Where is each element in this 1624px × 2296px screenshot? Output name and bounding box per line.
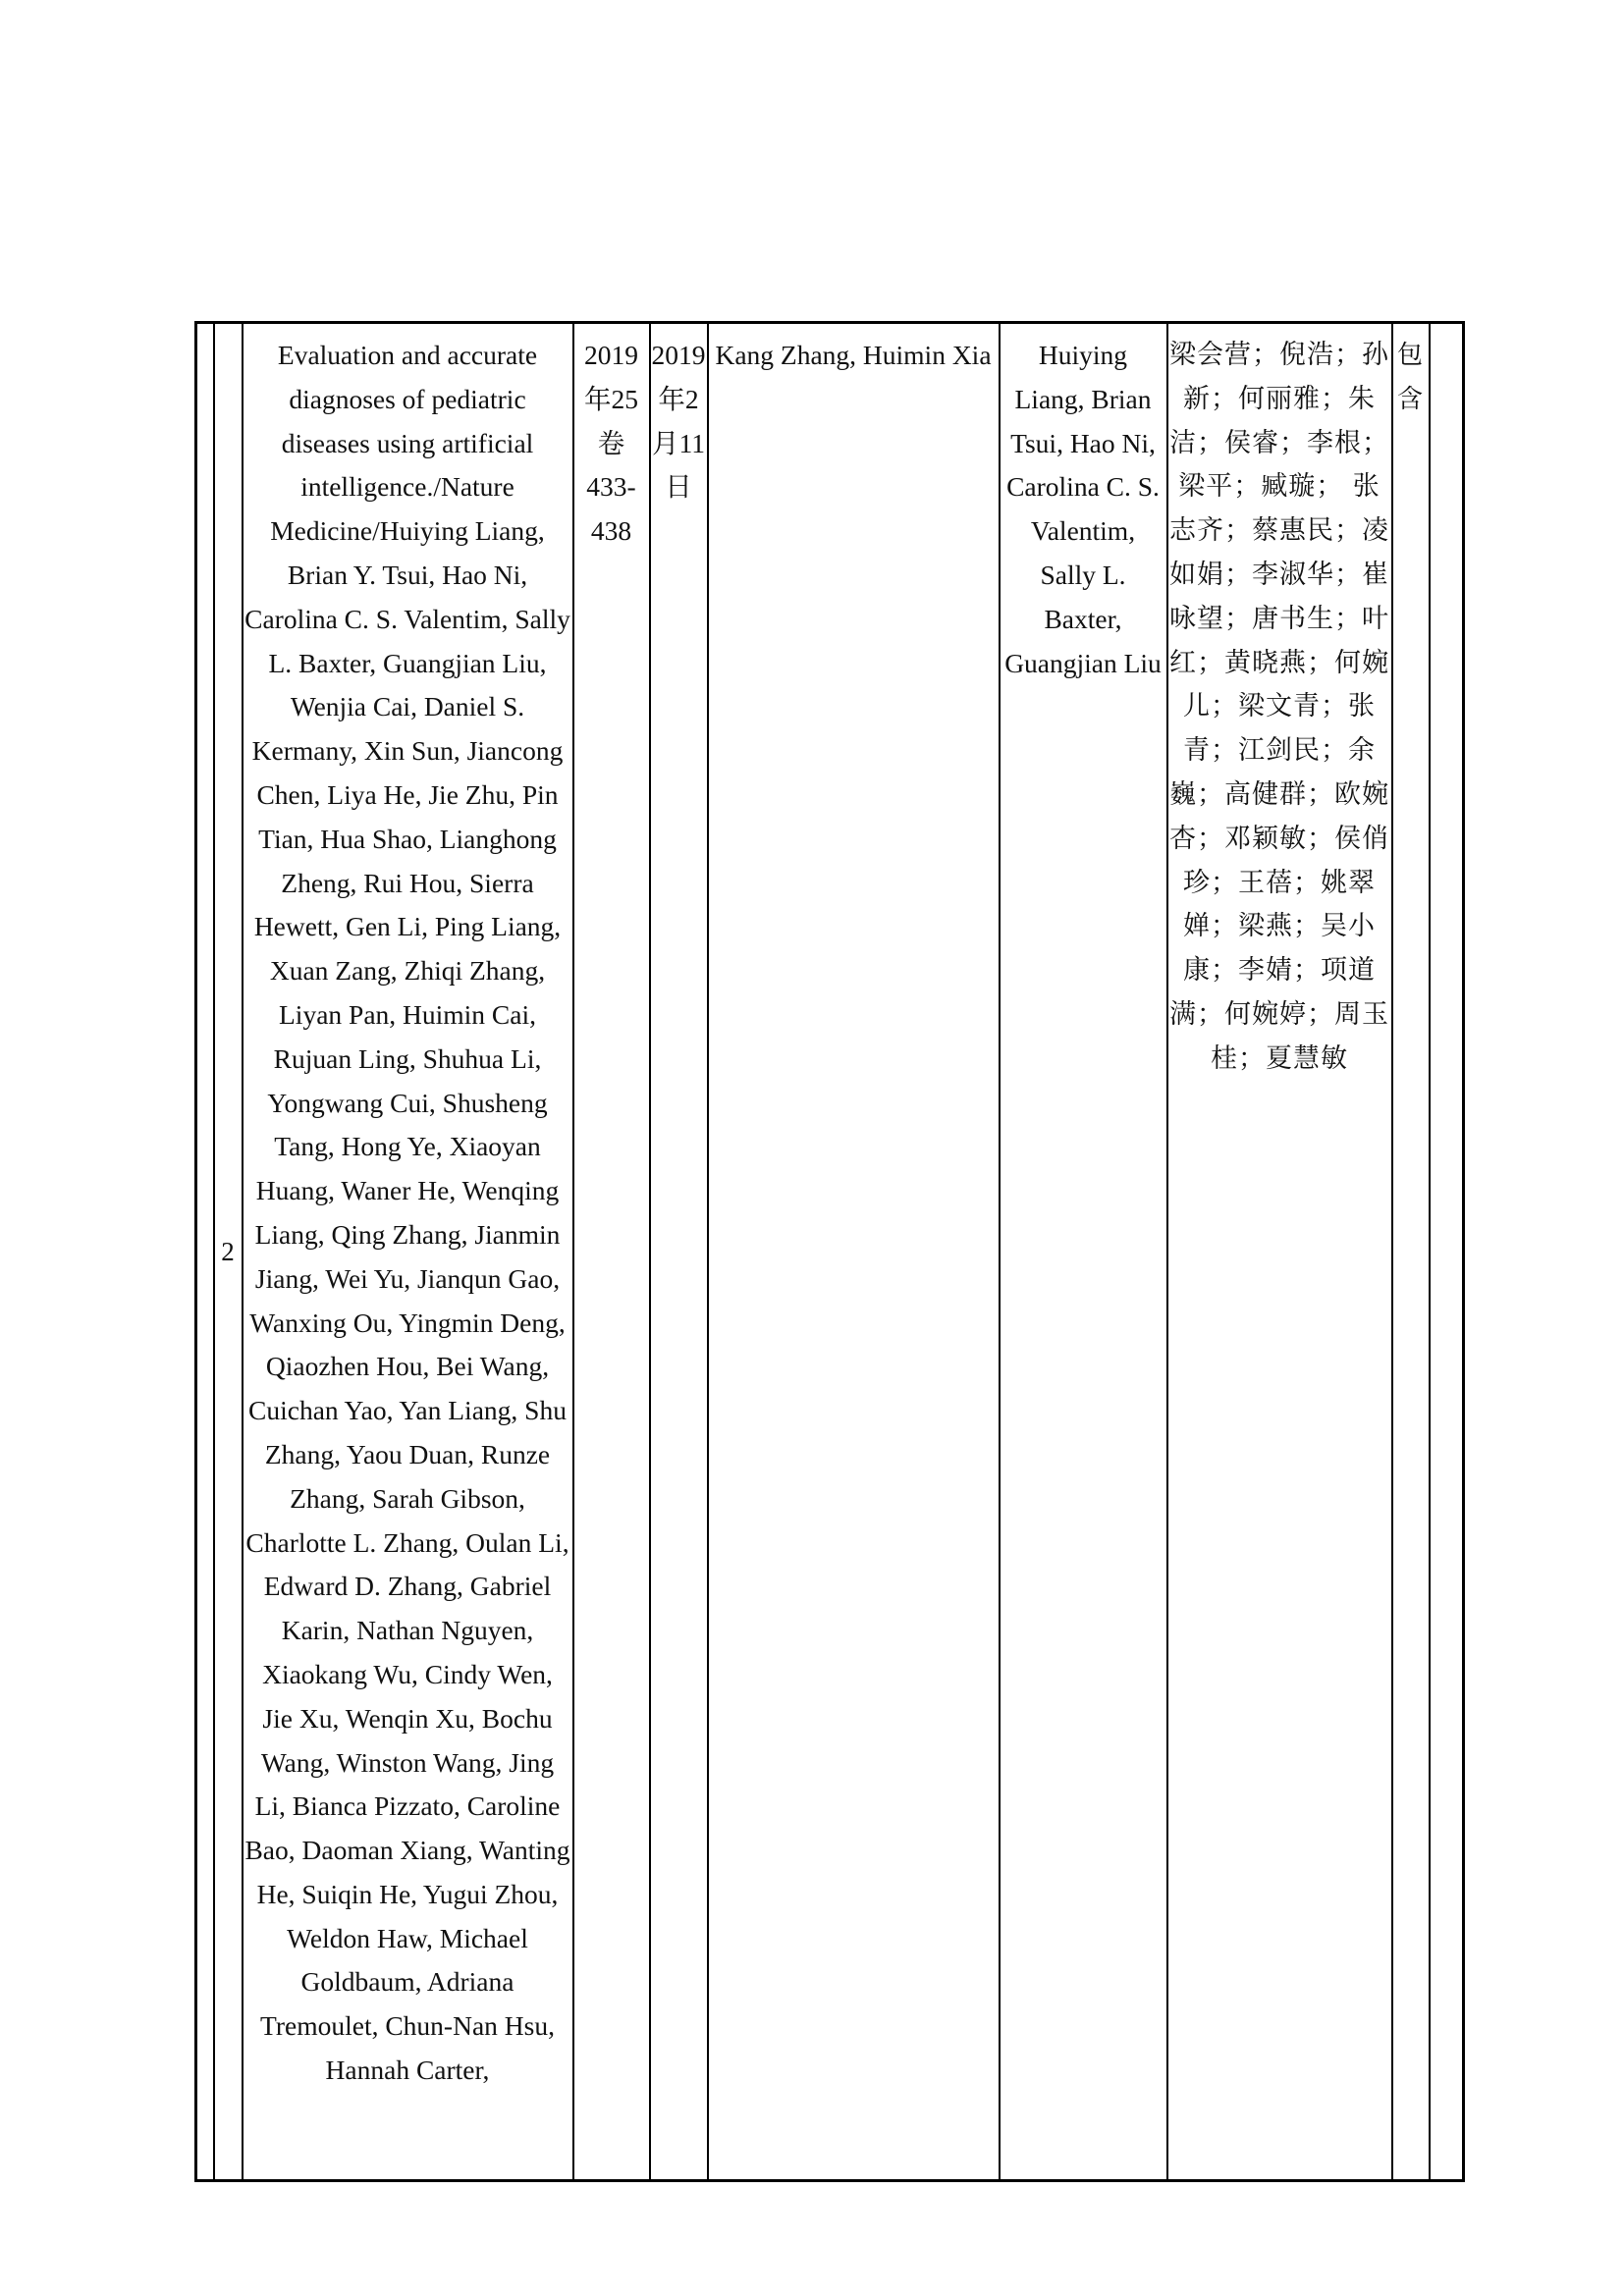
corresponding-authors-cell: Kang Zhang, Huimin Xia bbox=[708, 323, 1000, 2181]
status-cell: 包含 bbox=[1392, 323, 1430, 2181]
first-authors-cell: Huiying Liang, Brian Tsui, Hao Ni, Carolina C. S. Valentim, Sally L. Baxter, Guangjian Liu bbox=[1000, 323, 1167, 2181]
blank-margin-cell bbox=[196, 323, 214, 2181]
chinese-authors-cell: 梁会营；倪浩；孙新；何丽雅；朱洁；侯睿；李根；梁平；臧璇； 张志齐；蔡惠民；凌如娟；李淑华；崔咏望；唐书生；叶红；黄晓燕；何婉儿；梁文青；张青；江剑民；余巍；高健群；欧婉杏；邓颖敏；侯俏珍；王蓓；姚翠婵；梁燕；吴小康；李婧；项道满；何婉婷；周玉桂；夏慧敏 bbox=[1167, 323, 1392, 2181]
volume-pages-cell: 2019年25卷433-438 bbox=[573, 323, 650, 2181]
citation-cell: Evaluation and accurate diagnoses of pediatric diseases using artificial intelligence./Nature Medicine/Huiying Liang, Brian Y. Tsui, Hao Ni, Carolina C. S. Valentim, Sally L. Baxter, Guangjian Liu, Wenjia Cai, Daniel S. Kermany, Xin Sun, Jiancong Chen, Liya He, Jie Zhu, Pin Tian, Hua Shao, Lianghong Zheng, Rui Hou, Sierra Hewett, Gen Li, Ping Liang, Xuan Zang, Zhiqi Zhang, Liyan Pan, Huimin Cai, Rujuan Ling, Shuhua Li, Yongwang Cui, Shusheng Tang, Hong Ye, Xiaoyan Huang, Waner He, Wenqing Liang, Qing Zhang, Jianmin Jiang, Wei Yu, Jianqun Gao, Wanxing Ou, Yingmin Deng, Qiaozhen Hou, Bei Wang, Cuichan Yao, Yan Liang, Shu Zhang, Yaou Duan, Runze Zhang, Sarah Gibson, Charlotte L. Zhang, Oulan Li, Edward D. Zhang, Gabriel Karin, Nathan Nguyen, Xiaokang Wu, Cindy Wen, Jie Xu, Wenqin Xu, Bochu Wang, Winston Wang, Jing Li, Bianca Pizzato, Caroline Bao, Daoman Xiang, Wanting He, Suiqin He, Yugui Zhou, Weldon Haw, Michael Goldbaum, Adriana Tremoulet, Chun-Nan Hsu, Hannah Carter, bbox=[243, 323, 573, 2181]
publish-date-cell: 2019年2月11日 bbox=[650, 323, 708, 2181]
row-index-cell: 2 bbox=[214, 323, 243, 2181]
blank-trailing-cell bbox=[1430, 323, 1464, 2181]
table-row bbox=[196, 323, 1464, 2181]
publication-table bbox=[194, 321, 1465, 2182]
